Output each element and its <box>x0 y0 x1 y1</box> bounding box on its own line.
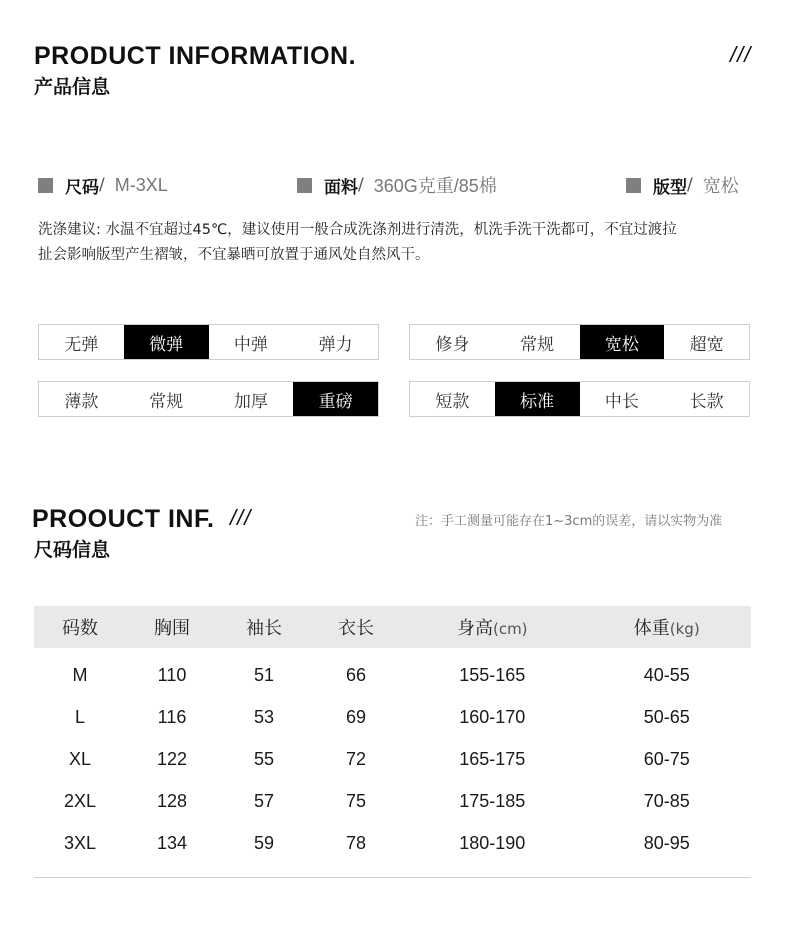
table-cell: 57 <box>254 790 275 811</box>
fit-option: 宽松 <box>580 325 665 359</box>
table-cell: 69 <box>346 706 367 727</box>
spec-separator: / <box>687 175 693 195</box>
table-cell: 165-175 <box>459 748 526 769</box>
table-cell: 116 <box>157 706 187 727</box>
spec-value: 宽松 <box>702 176 739 196</box>
table-cell: 51 <box>254 664 275 685</box>
table-cell: 59 <box>254 832 275 853</box>
table-row <box>34 738 751 780</box>
care-instructions <box>38 218 750 268</box>
thickness-option: 薄款 <box>64 391 99 412</box>
spec-separator: / <box>358 175 364 195</box>
table-cell: 3XL <box>63 832 97 853</box>
table-cell: 55 <box>254 748 275 769</box>
elasticity-option: 微弹 <box>124 325 209 359</box>
spec-label: 尺码 <box>65 177 99 198</box>
spec-value: 360G克重/85棉 <box>373 176 497 196</box>
fit-options <box>409 324 750 360</box>
elasticity-option: 弹力 <box>318 334 353 355</box>
fit-option: 超宽 <box>689 334 724 355</box>
spec-fit <box>626 173 739 197</box>
elasticity-options <box>38 324 379 360</box>
table-cell: 78 <box>346 832 367 853</box>
table-cell: M <box>72 664 88 685</box>
table-row <box>34 822 751 864</box>
square-bullet-icon <box>297 178 312 193</box>
table-header-row <box>34 606 751 648</box>
table-cell: 122 <box>157 748 188 769</box>
bottom-divider <box>34 877 751 878</box>
spec-size <box>38 173 168 197</box>
column-header: 胸围 <box>154 618 191 639</box>
table-row <box>34 696 751 738</box>
size-section-title: PROOUCT INF. <box>32 505 215 533</box>
table-cell: 70-85 <box>643 790 690 811</box>
column-header: 码数 <box>62 618 98 639</box>
table-cell: 40-55 <box>643 664 690 685</box>
fit-option: 常规 <box>520 334 555 355</box>
thickness-options <box>38 381 379 417</box>
table-cell: 53 <box>254 706 275 727</box>
length-option: 中长 <box>604 391 639 412</box>
elasticity-option: 中弹 <box>233 334 268 355</box>
page-title: PRODUCT INFORMATION. <box>34 42 357 70</box>
square-bullet-icon <box>38 178 53 193</box>
spec-label: 版型 <box>653 177 687 198</box>
table-cell: 110 <box>157 664 187 685</box>
column-header: 体重(kg) <box>633 618 700 639</box>
table-cell: 50-65 <box>643 706 690 727</box>
table-cell: 75 <box>346 790 367 811</box>
table-cell: 60-75 <box>643 748 690 769</box>
table-row <box>34 780 751 822</box>
table-cell: 128 <box>157 790 188 811</box>
table-cell: XL <box>68 748 92 769</box>
table-cell: 66 <box>346 664 367 685</box>
measurement-note: 注：手工测量可能存在1~3cm的误差，请以实物为准 <box>415 514 723 529</box>
spec-value: M-3XL <box>114 174 168 195</box>
page-subtitle: 产品信息 <box>34 76 111 98</box>
table-cell: 175-185 <box>459 790 526 811</box>
column-header: 衣长 <box>338 618 375 639</box>
table-cell: 80-95 <box>643 832 690 853</box>
column-header: 身高(cm) <box>456 618 528 639</box>
size-table <box>34 606 751 864</box>
thickness-option: 加厚 <box>233 391 268 412</box>
spec-separator: / <box>99 175 105 195</box>
thickness-option: 重磅 <box>293 382 378 416</box>
fit-option: 修身 <box>435 334 470 355</box>
table-cell: 155-165 <box>459 664 526 685</box>
length-option: 短款 <box>435 391 470 412</box>
elasticity-option: 无弹 <box>64 334 99 355</box>
table-cell: L <box>75 706 86 727</box>
care-line-1: 洗涤建议: 水温不宜超过45℃，建议使用一般合成洗涤剂进行清洗，机洗手洗干洗都可，不宜过渡拉 <box>38 222 677 238</box>
decorative-slashes: /// <box>730 42 752 67</box>
spec-label: 面料 <box>324 177 358 198</box>
table-cell: 134 <box>157 832 188 853</box>
care-line-2: 扯会影响版型产生褶皱，不宜暴晒可放置于通风处自然风干。 <box>38 247 430 263</box>
table-cell: 2XL <box>63 790 97 811</box>
decorative-slashes: /// <box>230 505 252 530</box>
table-cell: 180-190 <box>459 832 526 853</box>
column-header: 袖长 <box>246 618 283 639</box>
length-option: 长款 <box>689 391 724 412</box>
table-cell: 72 <box>346 748 367 769</box>
length-option: 标准 <box>495 382 580 416</box>
spec-fabric <box>297 173 497 197</box>
square-bullet-icon <box>626 178 641 193</box>
thickness-option: 常规 <box>149 391 184 412</box>
table-row <box>34 648 751 696</box>
length-options <box>409 381 750 417</box>
table-cell: 160-170 <box>459 706 526 727</box>
size-section-subtitle: 尺码信息 <box>34 539 111 561</box>
